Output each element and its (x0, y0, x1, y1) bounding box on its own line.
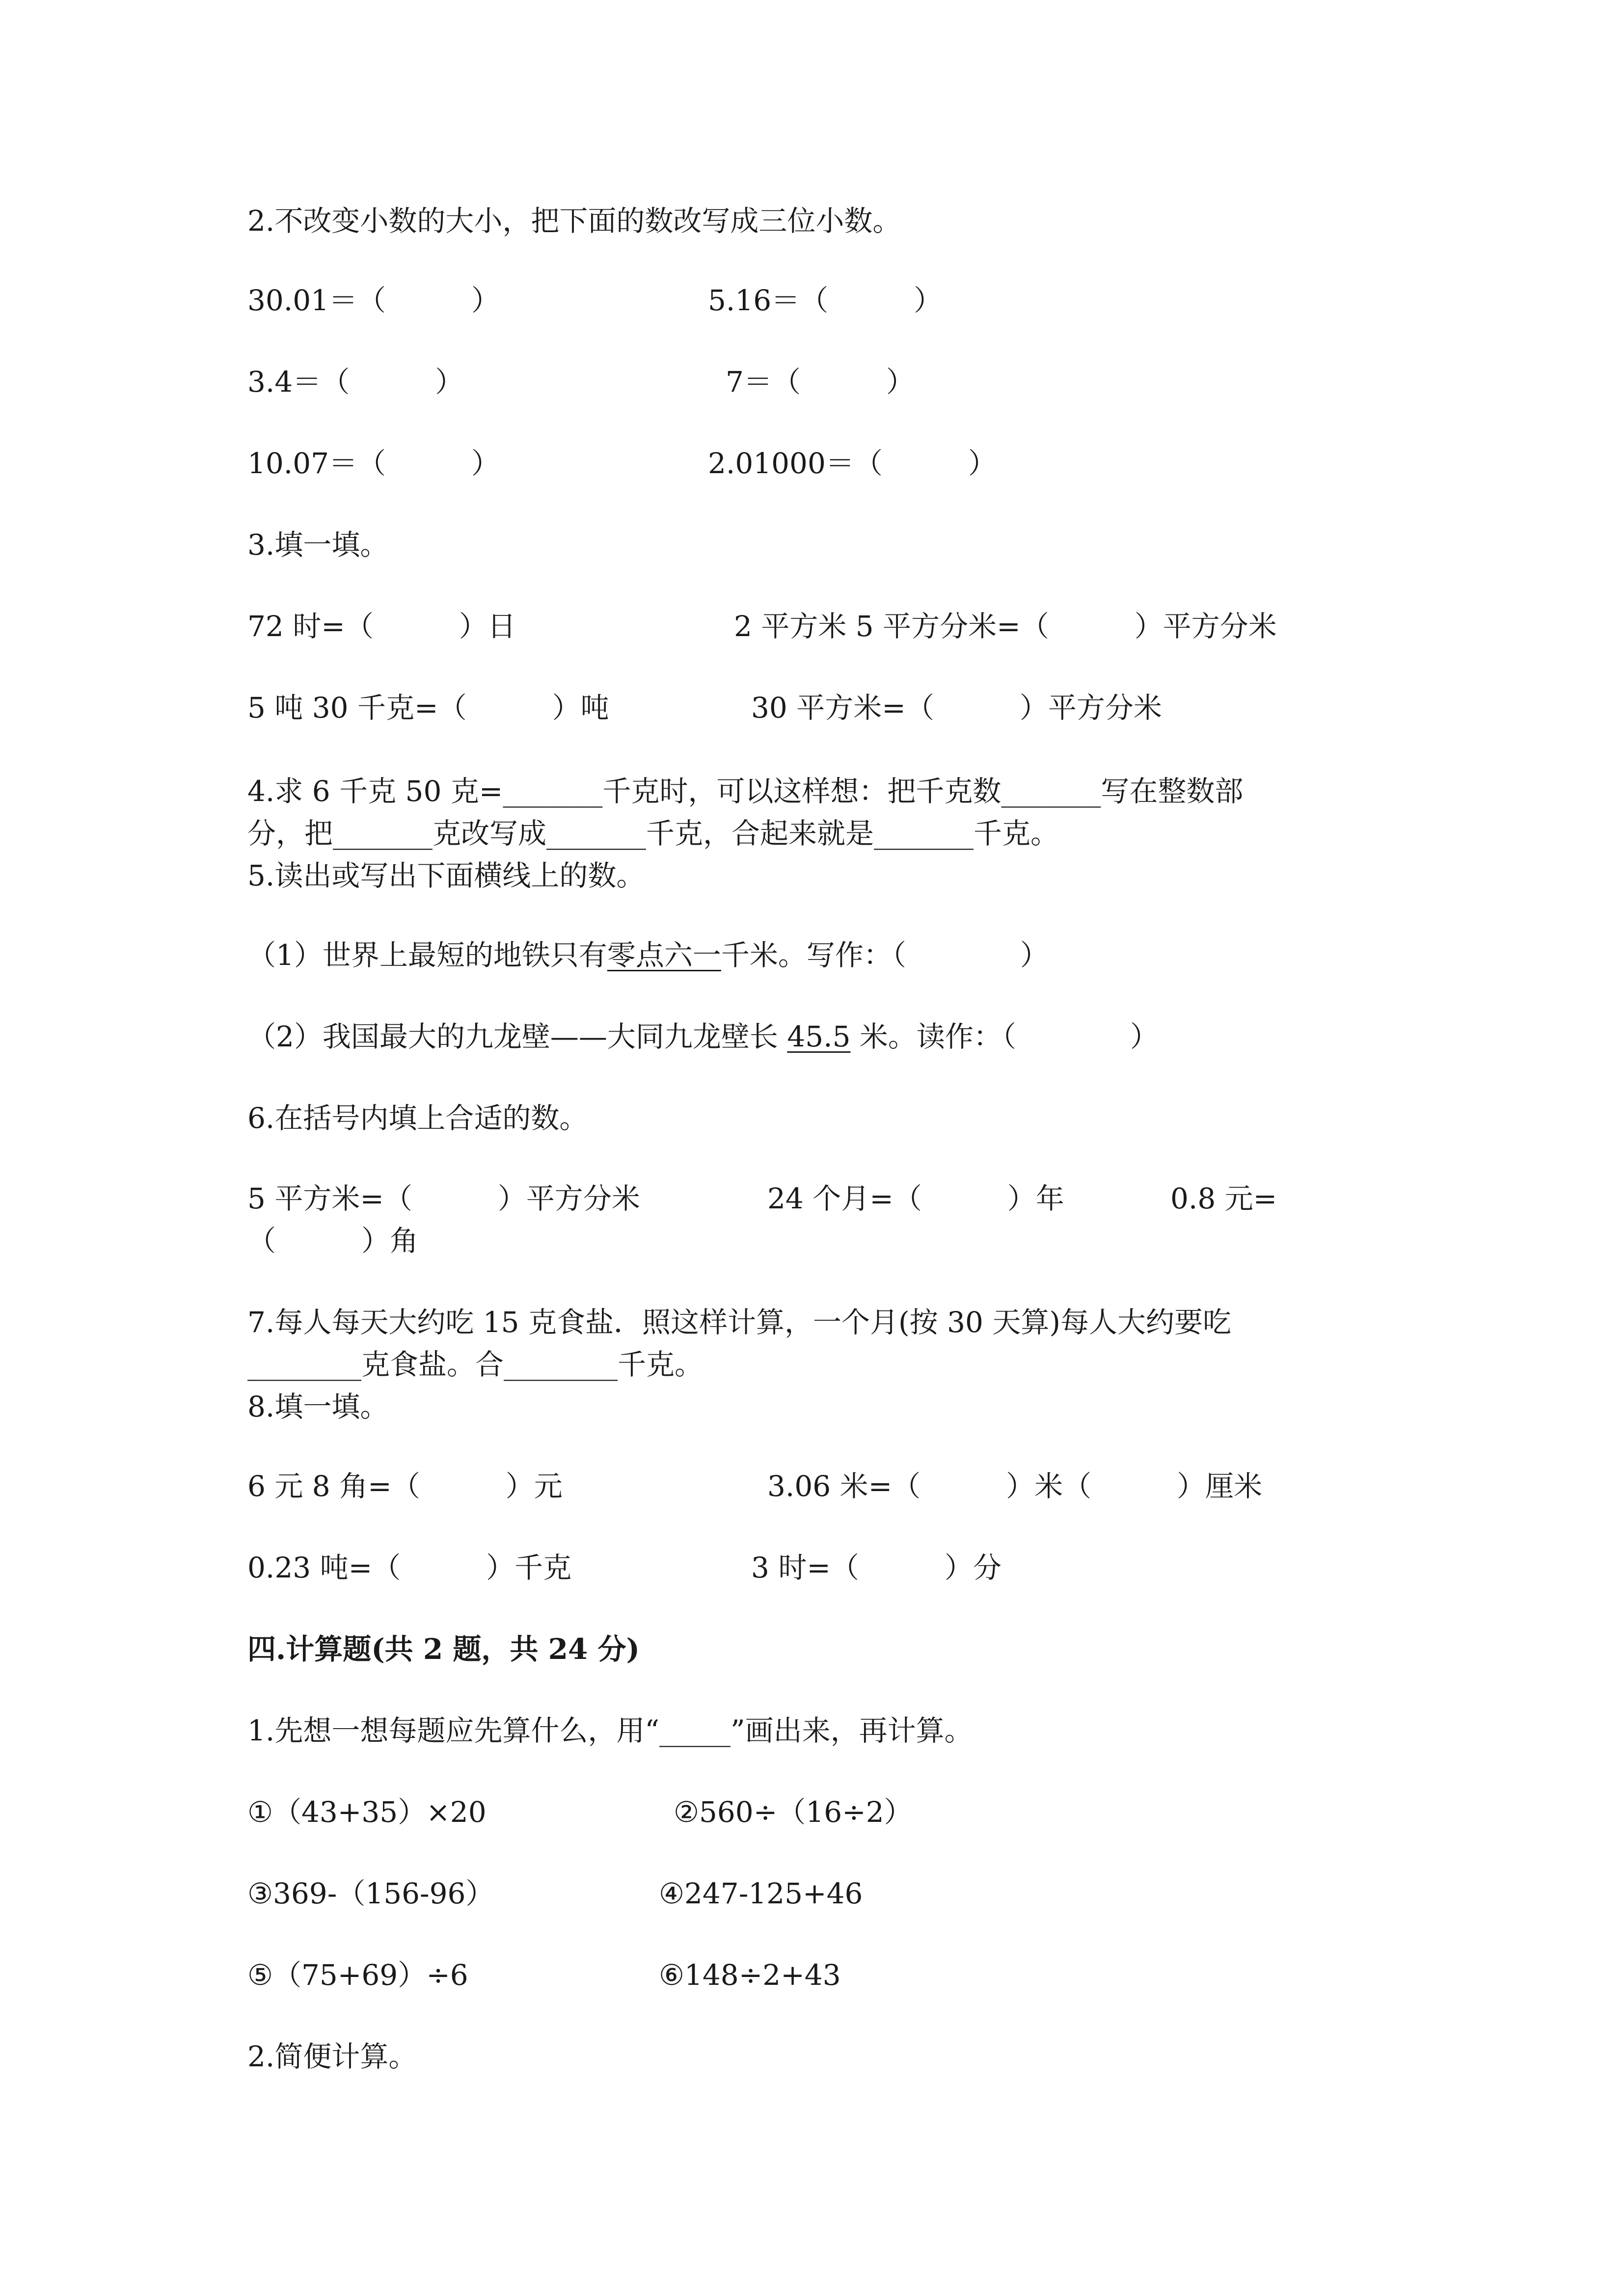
q3-item: 2 平方米 5 平方分米=（ ）平方分米 (734, 610, 1277, 643)
q7-line1: 7.每人每天大约吃 15 克食盐．照这样计算，一个月(按 30 天算)每人大约要吃 (247, 1306, 1231, 1339)
q5-item-1 (247, 936, 1049, 974)
q4-line1: 4.求 6 千克 50 克=_______千克时，可以这样想：把千克数_______写在整数部 (247, 774, 1244, 808)
q7-line2: ________克食盐。合________千克。 (247, 1348, 704, 1381)
calc-item: ⑤（75+69）÷6 (247, 1958, 468, 1992)
calc-q1-title (247, 1712, 973, 1749)
q3-item: 72 时=（ ）日 (247, 610, 516, 643)
q2-item: 30.01＝（ ） (247, 284, 500, 317)
q5-item-2-pre: （2）我国最大的九龙壁——大同九龙壁长 (247, 1020, 787, 1053)
q4-line2: 分，把_______克改写成_______千克，合起来就是_______千克。 (247, 817, 1059, 850)
q6-title: 6.在括号内填上合适的数。 (247, 1101, 588, 1135)
calc-item: ③369-（156-96） (247, 1877, 494, 1910)
calc-q1-title-blank: _____ (659, 1714, 731, 1747)
q6-item: 0.8 元= (1170, 1182, 1277, 1215)
q6-wrap: （ ）角 (247, 1224, 419, 1257)
q6-item: 24 个月=（ ）年 (767, 1182, 1064, 1215)
q5-item-1-pre: （1）世界上最短的地铁只有 (247, 938, 607, 972)
q3-title: 3.填一填。 (247, 528, 389, 561)
q5-item-1-underlined: 零点六一 (607, 938, 721, 972)
section-heading: 四.计算题(共 2 题，共 24 分) (247, 1632, 640, 1666)
calc-item: ①（43+35）×20 (247, 1795, 487, 1829)
q3-item: 30 平方米=（ ）平方分米 (751, 691, 1162, 724)
q8-item: 0.23 吨=（ ）千克 (247, 1551, 572, 1584)
calc-item: ②560÷（16÷2） (674, 1795, 913, 1829)
q3-item: 5 吨 30 千克=（ ）吨 (247, 691, 609, 724)
calc-item: ④247-125+46 (659, 1877, 863, 1910)
q2-item: 2.01000＝（ ） (708, 447, 997, 480)
q2-item: 10.07＝（ ） (247, 447, 500, 480)
calc-q1-title-post: ”画出来，再计算。 (731, 1714, 973, 1747)
calc-item: ⑥148÷2+43 (659, 1958, 841, 1992)
calc-q2-title: 2.简便计算。 (247, 2040, 417, 2073)
q8-item: 6 元 8 角=（ ）元 (247, 1469, 563, 1503)
q2-title: 2.不改变小数的大小，把下面的数改写成三位小数。 (247, 204, 901, 238)
q2-item: 7＝（ ） (726, 365, 915, 399)
q5-item-1-post: 千米。写作：（ ） (721, 938, 1049, 972)
q5-title: 5.读出或写出下面横线上的数。 (247, 859, 645, 892)
q5-item-2 (247, 1018, 1159, 1055)
q5-item-2-post: 米。读作：（ ） (850, 1020, 1159, 1053)
q8-item: 3.06 米=（ ）米（ ）厘米 (767, 1469, 1263, 1503)
q2-item: 3.4＝（ ） (247, 365, 464, 399)
q6-item: 5 平方米=（ ）平方分米 (247, 1182, 640, 1215)
q5-item-2-underlined: 45.5 (787, 1020, 851, 1053)
q8-item: 3 时=（ ）分 (751, 1551, 1001, 1584)
q2-item: 5.16＝（ ） (708, 284, 943, 317)
calc-q1-title-pre: 1.先想一想每题应先算什么，用“ (247, 1714, 659, 1747)
q8-title: 8.填一填。 (247, 1390, 389, 1423)
